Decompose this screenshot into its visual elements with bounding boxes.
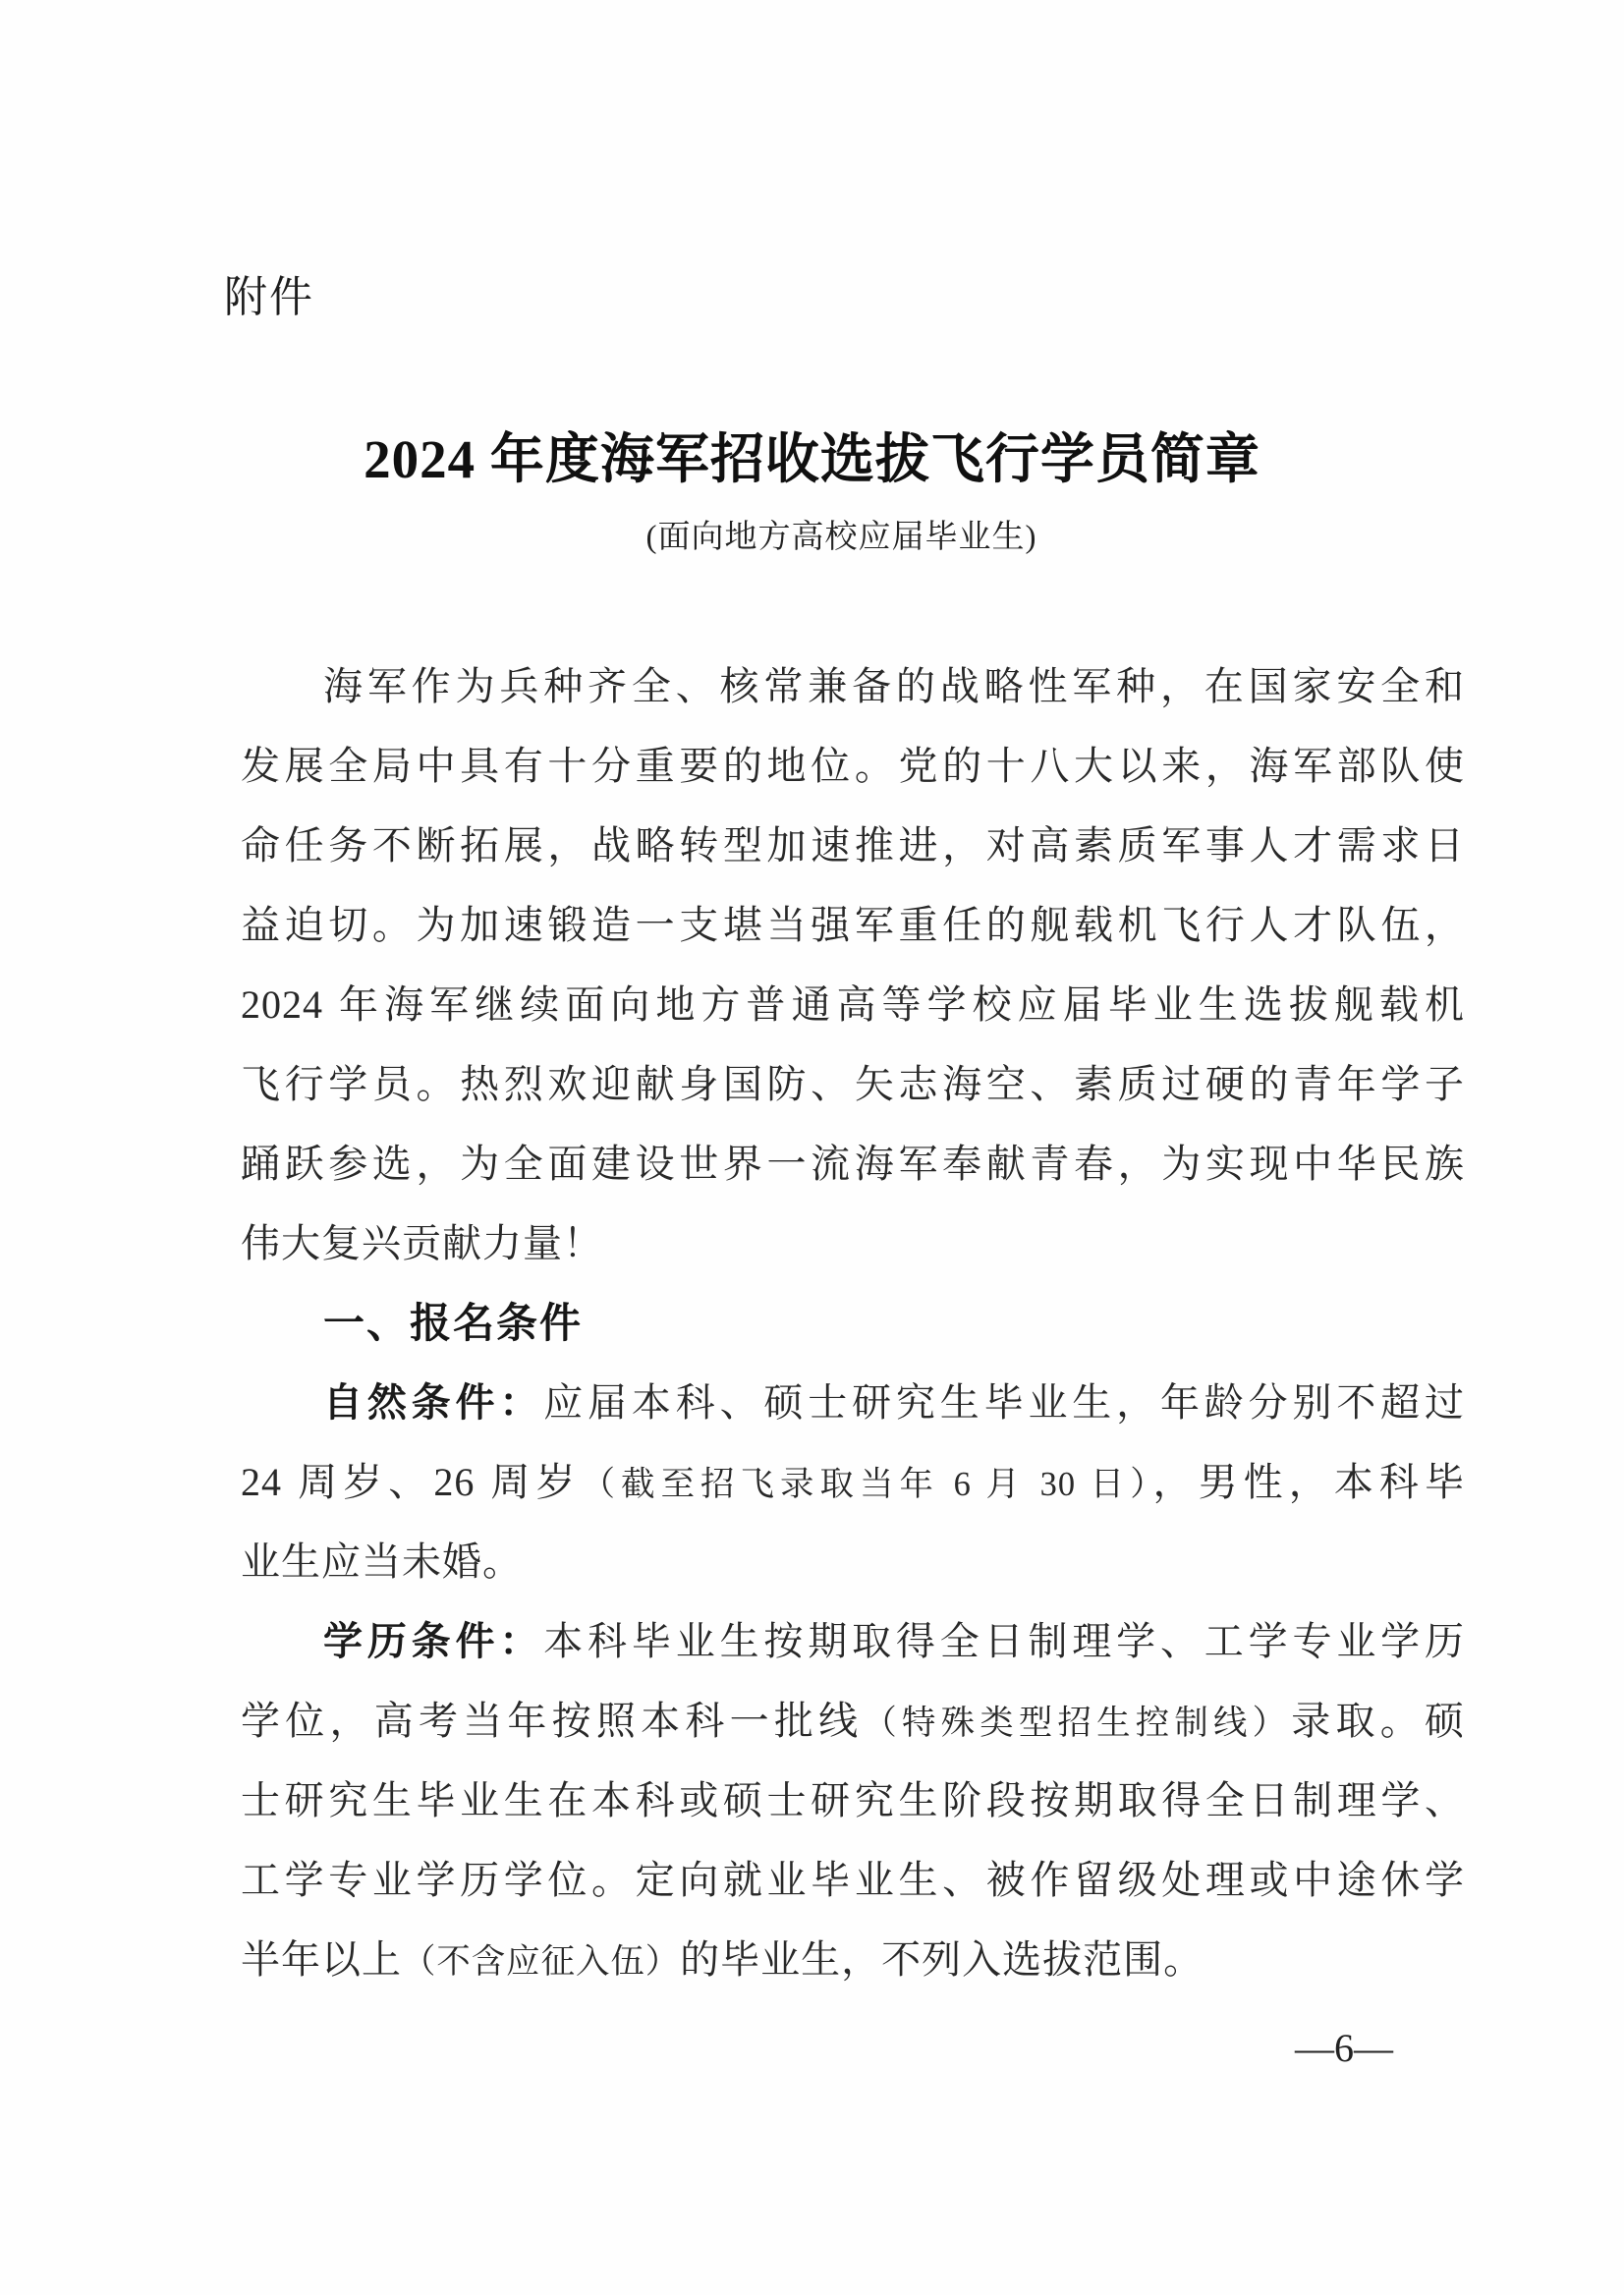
education-conditions-line-1-text: 本科毕业生按期取得全日制理学、工学专业学历 bbox=[543, 1619, 1466, 1663]
education-conditions-parenthetical-2: （不含应征入伍） bbox=[402, 1943, 681, 1981]
education-conditions-line-5-text-a: 半年以上 bbox=[241, 1937, 402, 1982]
education-conditions-line-2 bbox=[241, 1681, 1465, 1761]
education-conditions-line-2-text-b: 录取。硕 bbox=[1291, 1699, 1465, 1743]
document-title: 2024 年度海军招收选拔飞行学员简章 bbox=[364, 429, 1260, 489]
natural-conditions-parenthetical: （截至招飞录取当年 6 月 30 日） bbox=[581, 1466, 1153, 1503]
intro-line-4: 益迫切。为加速锻造一支堪当强军重任的舰载机飞行人才队伍， bbox=[241, 903, 1465, 947]
natural-conditions-line-2-text-a: 24 周岁、26 周岁 bbox=[241, 1460, 582, 1504]
natural-conditions-line-1-text: 应届本科、硕士研究生毕业生，年龄分别不超过 bbox=[543, 1380, 1466, 1425]
natural-conditions-line-2 bbox=[241, 1442, 1465, 1522]
education-conditions-parenthetical-1: （特殊类型招生控制线） bbox=[863, 1705, 1292, 1742]
intro-line-8: 伟大复兴贡献力量！ bbox=[241, 1221, 603, 1265]
intro-line-6: 飞行学员。热烈欢迎献身国防、矢志海空、素质过硬的青年学子 bbox=[241, 1062, 1465, 1106]
natural-conditions-line-3: 业生应当未婚。 bbox=[241, 1539, 523, 1584]
section-heading-requirements: 一、报名条件 bbox=[323, 1300, 584, 1346]
document-body bbox=[241, 646, 1465, 1999]
education-conditions-line-5-text-b: 的毕业生，不列入选拔范围。 bbox=[680, 1937, 1204, 1982]
education-conditions-line-2-text-a: 学位，高考当年按照本科一批线 bbox=[241, 1699, 864, 1743]
attachment-label: 附件 bbox=[224, 273, 314, 321]
intro-line-7: 踊跃参选，为全面建设世界一流海军奉献青春，为实现中华民族 bbox=[241, 1142, 1465, 1186]
intro-line-2: 发展全局中具有十分重要的地位。党的十八大以来，海军部队使 bbox=[241, 744, 1465, 788]
intro-line-5: 2024 年海军继续面向地方普通高等学校应届毕业生选拔舰载机 bbox=[241, 982, 1465, 1027]
natural-conditions-line-1 bbox=[241, 1363, 1465, 1442]
intro-line-3: 命任务不断拓展，战略转型加速推进，对高素质军事人才需求日 bbox=[241, 823, 1465, 868]
intro-line-1: 海军作为兵种齐全、核常兼备的战略性军种，在国家安全和 bbox=[323, 664, 1465, 708]
natural-conditions-label: 自然条件： bbox=[323, 1381, 544, 1425]
education-conditions-line-5 bbox=[241, 1920, 1465, 1999]
natural-conditions-line-2-text-b: ，男性，本科毕 bbox=[1152, 1460, 1466, 1504]
education-conditions-label: 学历条件： bbox=[323, 1620, 544, 1663]
education-conditions-line-4: 工学专业学历学位。定向就业毕业生、被作留级处理或中途休学 bbox=[241, 1858, 1465, 1902]
page-number: —6— bbox=[1295, 2026, 1393, 2070]
education-conditions-line-3: 士研究生毕业生在本科或硕士研究生阶段按期取得全日制理学、 bbox=[241, 1778, 1465, 1822]
education-conditions-line-1 bbox=[241, 1601, 1465, 1681]
document-subtitle: (面向地方高校应届毕业生) bbox=[645, 520, 1037, 555]
